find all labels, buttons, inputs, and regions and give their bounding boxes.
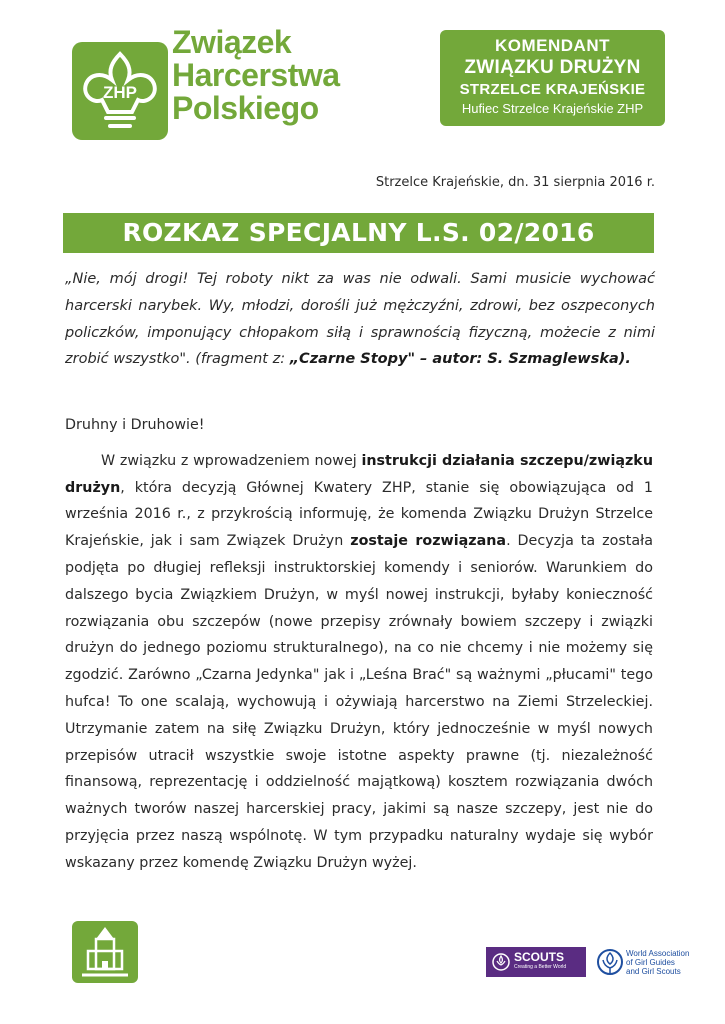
wagggs-text: [626, 949, 689, 976]
commandant-header-box: [440, 30, 665, 126]
logo-line-1: Związek: [172, 24, 292, 60]
order-title-banner: ROZKAZ SPECJALNY L.S. 02/2016: [63, 213, 654, 253]
header-line-3: STRZELCE KRAJEŃSKIE: [459, 81, 646, 98]
scouts-logo: [486, 947, 586, 977]
wagggs-line-3: and Girl Scouts: [626, 967, 681, 976]
zhp-badge-text: ZHP: [103, 83, 137, 102]
zhp-lily-icon: [72, 42, 168, 140]
paragraph-part-3: . Decyzja ta została podjęta po długiej refleksji instruktorskiej komendy i seniorów. Warunkiem do dalszego bycia Związkiem Drużyn, w myśl nowej instrukcji, byłaby konieczność rozwiązania obu szczepów (nowe przepisy zrównały bowiem szczepy i związki drużyn do jednego poziomu strukturalnego), na co nie chcemy i nie możemy się zgodzić. Zarówno „Czarna Jedynka" jak i „Leśna Brać" są ważnymi „płucami" tego hufca! To one scalają, wychowują i ożywiają harcerstwo na Ziemi Strzeleckiej. Utrzymanie zatem na siłę Związku Drużyn, który jednocześnie w myśl nowych przepisów utracił wszystkie swoje istotne aspekty prawne (tj. niezależność finansową, reprezentację i oddzielność majątkową) kosztem rozwiązania dwóch ważnych tworów naszej harcerskiej pracy, jakimi są nasze szczepy, jest nie do przyjęcia przez naszą wspólnotę. W tym przypadku naturalny wydaje się wybór wskazany przez komendę Związku Drużyn wyżej.: [65, 533, 653, 871]
logo-line-2: Harcerstwa: [172, 57, 340, 93]
tower-emblem-icon: [72, 921, 138, 983]
quote-source: „Czarne Stopy" – autor: S. Szmaglewska).: [289, 351, 631, 368]
hufiec-emblem-badge: [72, 921, 138, 983]
greeting: Druhny i Druhowie!: [65, 417, 205, 433]
quote-text: „Nie, mój drogi! Tej roboty nikt za was nie odwali. Sami musicie wychować harcerski narybek. Wy, młodzi, dorośli już mężczyźni, zdrowi, bez oszpeconych policzków, imponujący chłopakom siłą i sprawnością fizyczną, możecie z nimi zrobić wszystko". (fragment z:: [65, 271, 655, 368]
zhp-logo-text: [172, 26, 340, 125]
scouts-fleur-icon: [492, 953, 510, 971]
highlight-instruction: instrukcji działania szczepu/związku drużyn: [65, 452, 653, 496]
main-paragraph: [65, 448, 653, 877]
wagggs-trefoil-icon: [596, 947, 624, 977]
order-body: [65, 412, 653, 877]
header-line-2: ZWIĄZKU DRUŻYN: [464, 57, 641, 78]
wagggs-line-2: of Girl Guides: [626, 958, 675, 967]
scouts-label: SCOUTS: [514, 950, 565, 964]
header-line-1: KOMENDANT: [495, 36, 610, 55]
paragraph-part-1: W związku z wprowadzeniem nowej: [101, 452, 362, 469]
wagggs-line-1: World Association: [626, 949, 690, 958]
scouts-tagline: Creating a Better World: [514, 964, 567, 970]
logo-line-3: Polskiego: [172, 90, 319, 126]
paragraph-part-2: , która decyzją Głównej Kwatery ZHP, stanie się obowiązująca od 1 września 2016 r., z przykrością informuję, że komenda Związku Drużyn Strzelce Krajeńskie, jak i sam Związek Drużyn: [65, 479, 653, 550]
header-line-4: Hufiec Strzelce Krajeńskie ZHP: [461, 101, 644, 116]
highlight-dissolved: zostaje rozwiązana: [350, 533, 507, 550]
document-date: Strzelce Krajeńskie, dn. 31 sierpnia 2016 r.: [375, 175, 655, 190]
zhp-logo-badge: [72, 42, 168, 140]
opening-quote: [65, 266, 655, 373]
